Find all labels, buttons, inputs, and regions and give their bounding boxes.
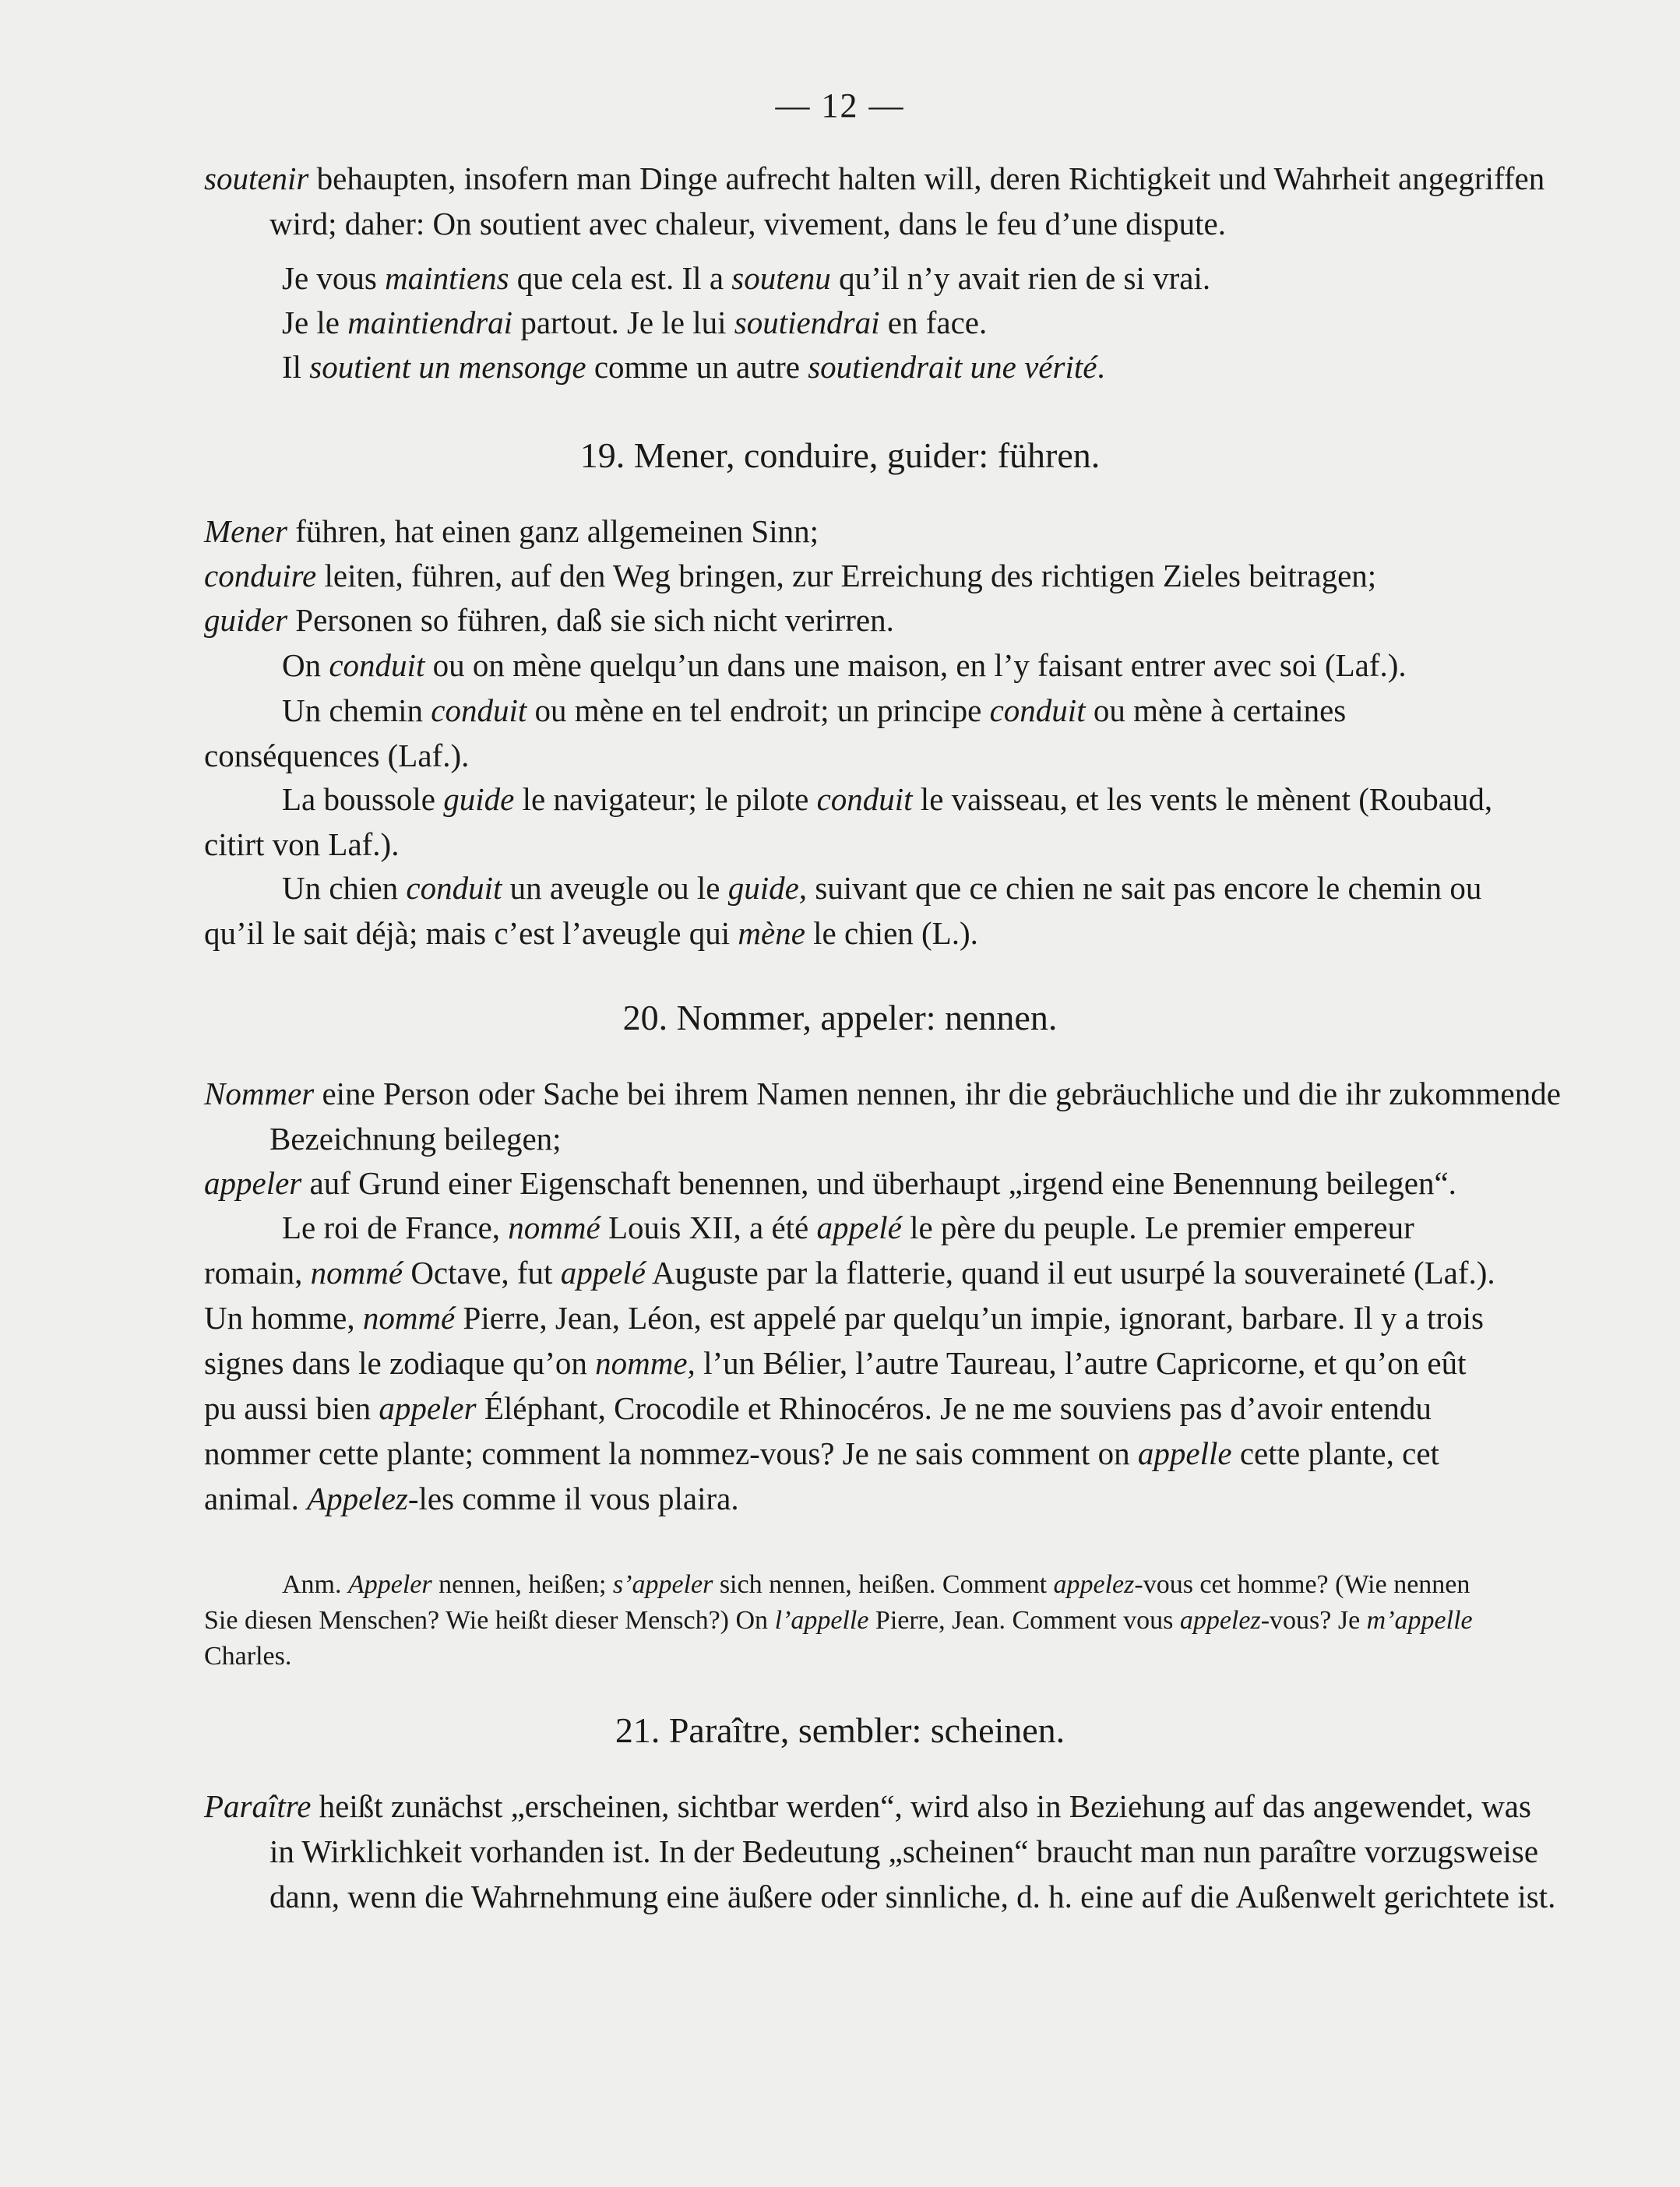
soutenir-definition-fr: On soutient avec chaleur, vivement, dans le feu d’une dispute. [432,206,1226,241]
section-19-paragraph-4: Un chien conduit un aveugle ou le guide, suivant que ce chien ne sait pas encore le chemin ou qu’il le sait déjà; mais c’est l’aveugle qui mène le chien (L.). [204,870,1482,951]
soutenir-example-1: Je vous maintiens que cela est. Il a soutenu qu’il n’y avait rien de si vrai. [282,260,1211,296]
term-soutenir: soutenir [204,160,309,196]
soutenir-example-2: Je le maintiendrai partout. Je le lui soutiendrai en face. [282,305,988,340]
section-19-paragraph-3: La boussole guide le navigateur; le pilote conduit le vaisseau, et les vents le mènent (Roubaud, citirt von Laf.). [204,781,1493,862]
section-19-paragraph-2: Un chemin conduit ou mène en tel endroit; un principe conduit ou mène à certaines conséquences (Laf.). [204,692,1347,773]
section-21-heading: 21. Paraître, sembler: scheinen. [615,1710,1065,1750]
entry-paraitre: Paraître heißt zunächst „erscheinen, sichtbar werden“, wird also in Beziehung auf das angewendet, was in Wirklichkeit vorhanden ist. In der Bedeutung „scheinen“ braucht man nun paraître vorzugsweise dann, wenn die Wahrnehmung eine äußere oder sinnliche, d. h. eine auf die Außenwelt gerichtete ist. [204,1788,1556,1914]
page-number: — 12 — [775,86,905,125]
section-20-heading: 20. Nommer, appeler: nennen. [622,998,1058,1037]
entry-nommer: Nommer eine Person oder Sache bei ihrem Namen nennen, ihr die gebräuchliche und die ihr zukommende Bezeichnung beilegen; [204,1076,1561,1157]
section-19-heading: 19. Mener, conduire, guider: führen. [579,435,1101,475]
entry-mener: Mener führen, hat einen ganz allgemeinen Sinn; [204,513,819,549]
entry-soutenir [204,156,1561,246]
section-19-paragraph-1: On conduit ou on mène quelqu’un dans une maison, en l’y faisant entrer avec soi (Laf.). [282,647,1407,683]
entry-guider: guider Personen so führen, daß sie sich nicht verirren. [204,602,894,638]
section-20-note: Anm. Appeler nennen, heißen; s’appeler sich nennen, heißen. Comment appelez-vous cet homme? (Wie nennen Sie diesen Menschen? Wie heißt dieser Mensch?) On l’appelle Pierre, Jean. Comment vous appelez-vous? Je m’appelle Charles. [204,1570,1473,1671]
soutenir-definition: behaupten, insofern man Dinge aufrecht halten will, deren Richtigkeit und Wahrheit angegriffen wird; daher: [269,160,1545,241]
section-20-paragraph-1: Le roi de France, nommé Louis XII, a été appelé le père du peuple. Le premier empereur romain, nommé Octave, fut appelé Auguste par la flatterie, quand il eut usurpé la souveraineté (Laf.). Un homme, nommé Pierre, Jean, Léon, est appelé par quelqu’un impie, ignorant, barbare. Il y a trois signes dans le zodiaque qu’on nomme, l’un Bélier, l’autre Taureau, l’autre Capricorne, et qu’on eût pu aussi bien appeler Éléphant, Crocodile et Rhinocéros. Je ne me souviens pas d’avoir entendu nommer cette plante; comment la nommez-vous? Je ne sais comment on appelle cette plante, cet animal. Appelez-les comme il vous plaira. [204,1210,1495,1516]
entry-appeler: appeler auf Grund einer Eigenschaft benennen, und überhaupt „irgend eine Benennung beilegen“. [204,1165,1456,1201]
soutenir-example-3: Il soutient un mensonge comme un autre soutiendrait une vérité. [282,349,1105,385]
entry-conduire: conduire leiten, führen, auf den Weg bringen, zur Erreichung des richtigen Zieles beitragen; [204,558,1377,593]
